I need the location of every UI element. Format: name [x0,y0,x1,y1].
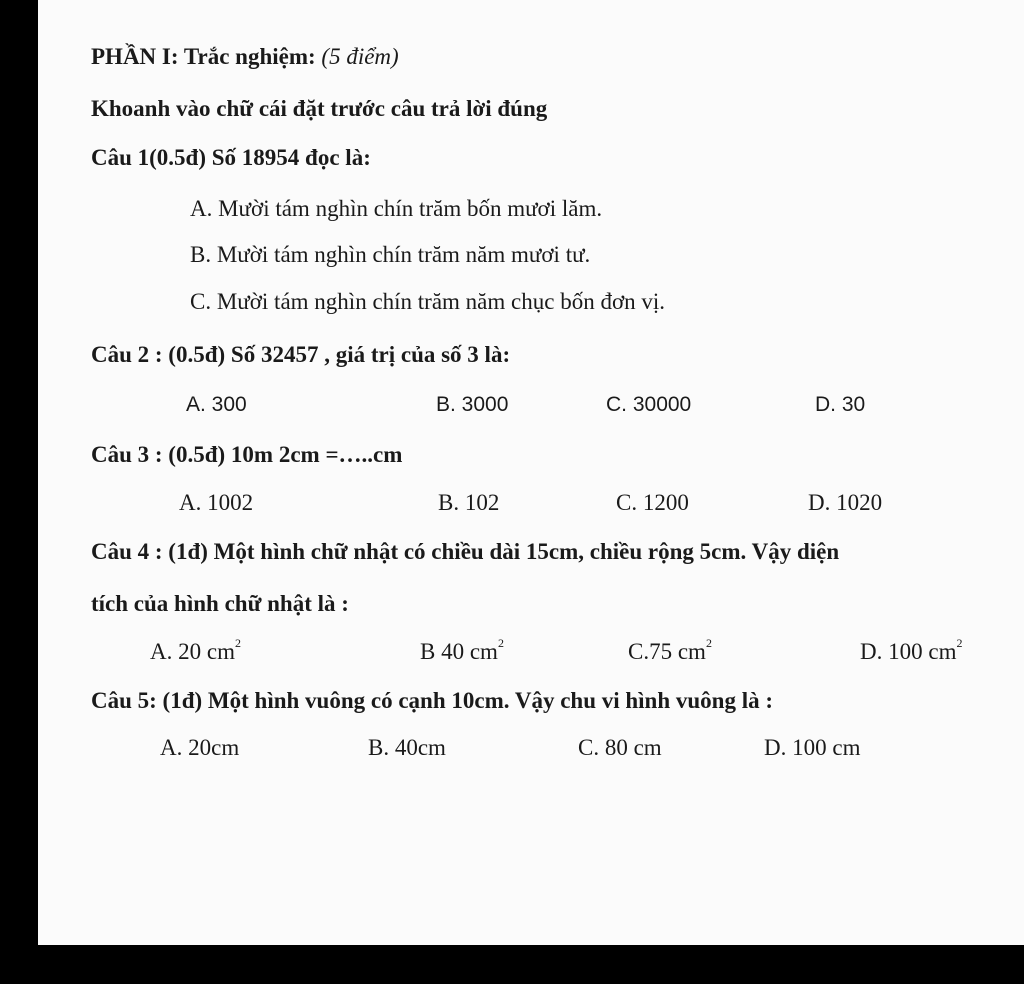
question-5-option-b[interactable]: B. 40cm [368,735,446,760]
option-label: D. 100 cm [860,639,957,664]
question-1 [91,145,371,171]
question-3-option-d[interactable]: D. 1020 [808,490,883,515]
square-exponent: 2 [497,636,504,650]
option-label: B 40 cm [420,639,498,664]
question-2-option-c[interactable]: C. 30000 [606,393,692,416]
question-4-option-b[interactable] [420,636,504,665]
part-points: (5 điểm) [321,44,399,69]
question-3-option-c[interactable]: C. 1200 [616,490,689,515]
question-3-option-a[interactable]: A. 1002 [179,490,254,515]
question-1-text: Số 18954 đọc là: [206,145,371,170]
option-label: A. 20 cm [150,639,235,664]
question-1-label: Câu 1(0.5đ) [91,145,207,170]
question-4-option-d[interactable] [860,636,963,665]
part-heading [91,44,399,70]
option-label: C.75 cm [628,639,706,664]
question-2-option-d[interactable]: D. 30 [815,393,866,416]
question-3-option-b[interactable]: B. 102 [438,490,500,515]
question-5-option-d[interactable]: D. 100 cm [764,735,861,760]
question-1-option-b[interactable]: B. Mười tám nghìn chín trăm năm mươi tư. [190,242,591,267]
square-exponent: 2 [234,636,241,650]
question-2-option-b[interactable]: B. 3000 [436,393,509,416]
question-4-text-continued: tích của hình chữ nhật là : [91,591,349,616]
worksheet-page [38,0,1024,945]
question-5-option-c[interactable]: C. 80 cm [578,735,662,760]
part-title: PHẦN I: Trắc nghiệm: [91,44,316,69]
question-4-text: Câu 4 : (1đ) Một hình chữ nhật có chiều dài 15cm, chiều rộng 5cm. Vậy diện [91,539,840,564]
question-1-option-a[interactable]: A. Mười tám nghìn chín trăm bốn mươi lăm. [190,196,603,221]
instruction: Khoanh vào chữ cái đặt trước câu trả lời đúng [91,96,548,121]
question-1-option-c[interactable]: C. Mười tám nghìn chín trăm năm chục bốn đơn vị. [190,289,666,314]
square-exponent: 2 [956,636,963,650]
question-4-option-a[interactable] [150,636,241,665]
question-2-text: Câu 2 : (0.5đ) Số 32457 , giá trị của số 3 là: [91,342,511,367]
square-exponent: 2 [705,636,712,650]
question-3-text: Câu 3 : (0.5đ) 10m 2cm =…..cm [91,442,403,467]
question-5-option-a[interactable]: A. 20cm [160,735,240,760]
question-4-option-c[interactable] [628,636,712,665]
question-2-option-a[interactable]: A. 300 [186,393,247,416]
question-5-text: Câu 5: (1đ) Một hình vuông có cạnh 10cm. Vậy chu vi hình vuông là : [91,688,774,713]
